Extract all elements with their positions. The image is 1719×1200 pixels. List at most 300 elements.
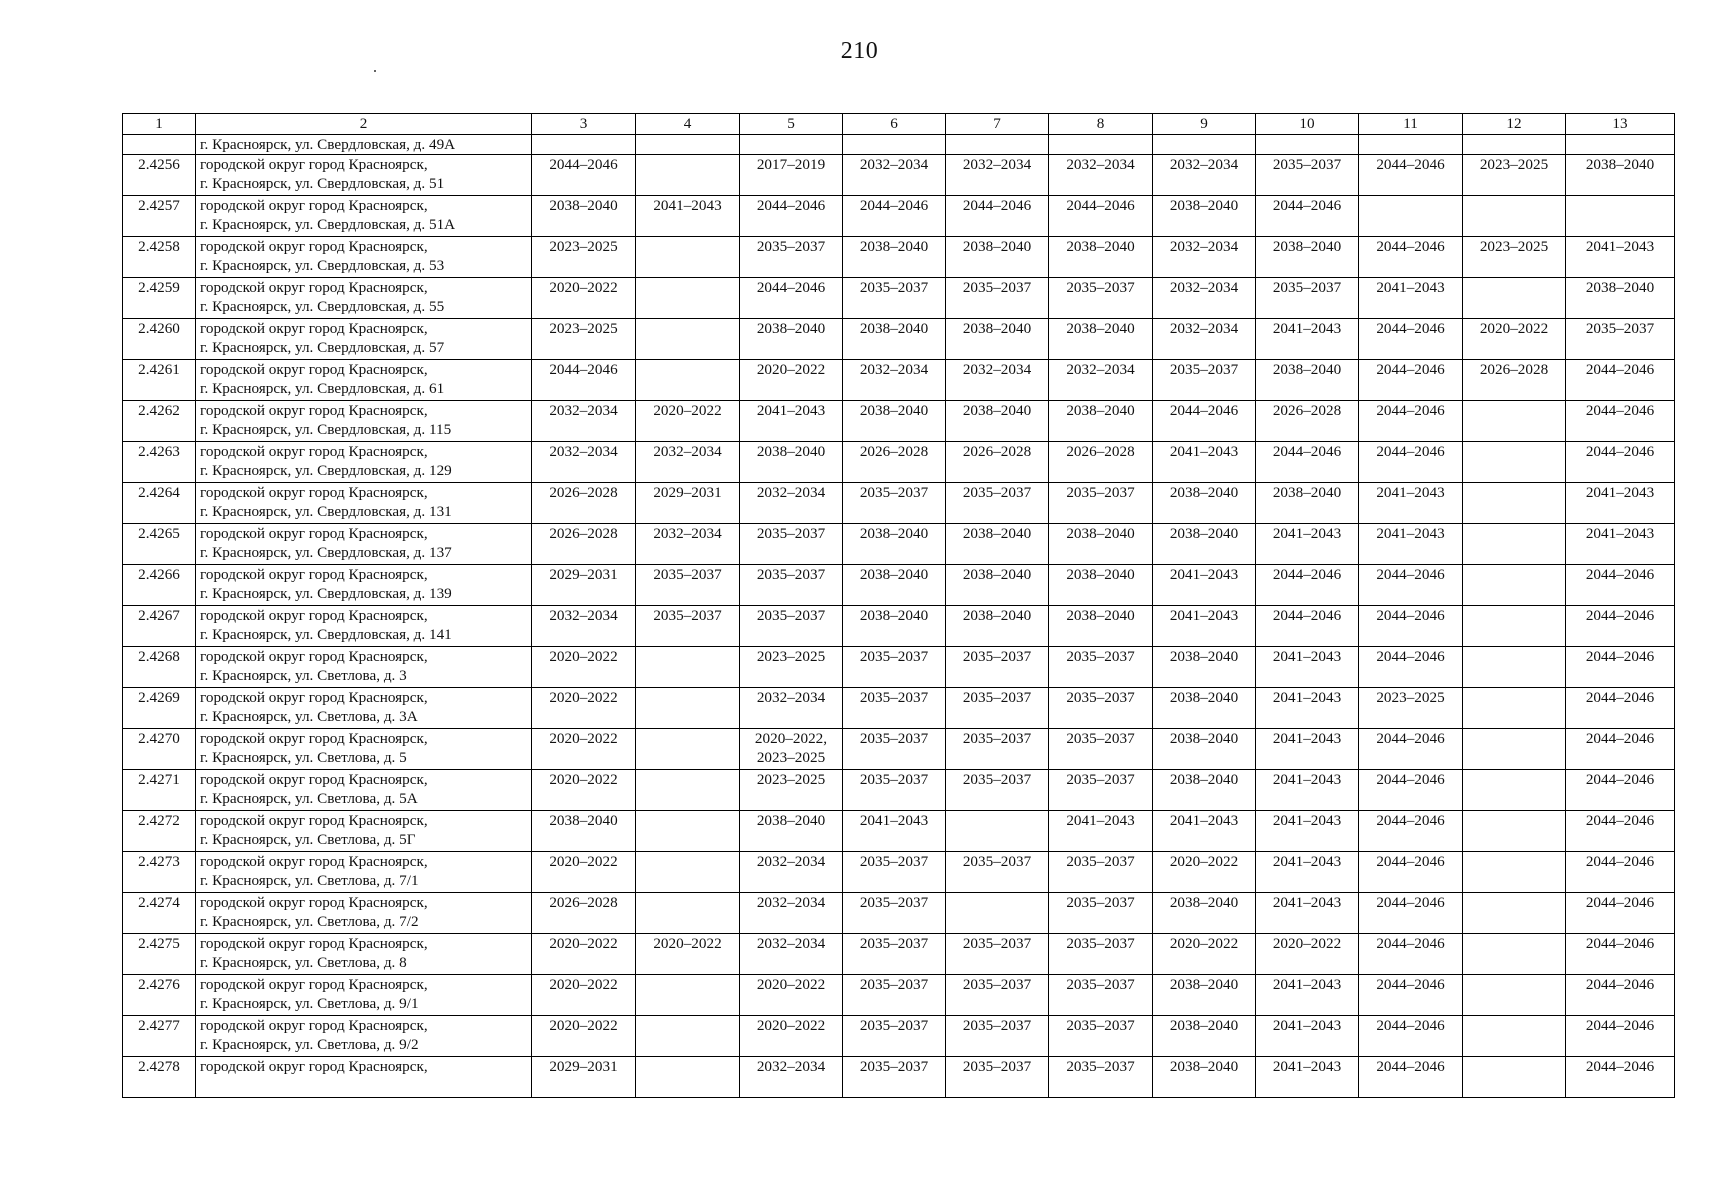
period-cell bbox=[1463, 647, 1566, 688]
period-value: 2044–2046 bbox=[1376, 771, 1445, 788]
column-header: 1 bbox=[123, 114, 196, 135]
address-line: городской округ город Красноярск, bbox=[200, 361, 428, 378]
period-cell bbox=[1566, 688, 1675, 729]
period-value: 2026–2028 bbox=[962, 443, 1032, 460]
period-value: 2044–2046 bbox=[1376, 443, 1445, 460]
period-value: 2044–2046 bbox=[1376, 607, 1445, 624]
period-value: 2026–2028 bbox=[1272, 402, 1342, 419]
address-cell bbox=[196, 196, 532, 237]
period-cell bbox=[1153, 319, 1256, 360]
period-cell bbox=[1359, 811, 1463, 852]
table-row bbox=[123, 237, 1675, 278]
address-line: г. Красноярск, ул. Свердловская, д. 53 bbox=[200, 257, 445, 274]
period-value: 2038–2040 bbox=[1272, 484, 1342, 501]
column-header: 13 bbox=[1566, 114, 1675, 135]
period-cell bbox=[636, 647, 740, 688]
period-value: 2038–2040 bbox=[1169, 689, 1239, 706]
period-cell bbox=[532, 360, 636, 401]
address-cell bbox=[196, 442, 532, 483]
period-cell bbox=[1049, 852, 1153, 893]
period-cell bbox=[1566, 1057, 1675, 1098]
period-cell bbox=[1256, 1016, 1359, 1057]
period-cell bbox=[740, 155, 843, 196]
address-line: городской округ город Красноярск, bbox=[200, 197, 428, 214]
address-line: г. Красноярск, ул. Свердловская, д. 51А bbox=[200, 216, 456, 233]
period-value: 2041–2043 bbox=[1272, 648, 1342, 665]
table-row bbox=[123, 852, 1675, 893]
period-value: 2035–2037 bbox=[1066, 1017, 1135, 1034]
period-value: 2035–2037 bbox=[1066, 689, 1135, 706]
period-cell bbox=[1153, 1016, 1256, 1057]
period-value: 2020–2022 bbox=[549, 935, 618, 952]
row-number-cell: 2.4266 bbox=[123, 565, 196, 606]
address-line: городской округ город Красноярск, bbox=[200, 1017, 428, 1034]
period-value: 2020–2022 bbox=[549, 730, 618, 747]
period-cell bbox=[1153, 1057, 1256, 1098]
period-cell bbox=[1463, 729, 1566, 770]
period-value: 2038–2040 bbox=[859, 566, 929, 583]
period-cell bbox=[740, 893, 843, 934]
period-value: 2044–2046 bbox=[1272, 566, 1342, 583]
period-cell bbox=[636, 1016, 740, 1057]
period-cell bbox=[1153, 483, 1256, 524]
row-number-cell: 2.4258 bbox=[123, 237, 196, 278]
period-cell bbox=[532, 565, 636, 606]
period-cell bbox=[946, 770, 1049, 811]
period-value: 2026–2028 bbox=[549, 484, 618, 501]
table-row bbox=[123, 401, 1675, 442]
period-value: 2044–2046 bbox=[1376, 1058, 1445, 1075]
period-value: 2023–2025 bbox=[1479, 238, 1549, 255]
row-number-cell: 2.4267 bbox=[123, 606, 196, 647]
period-value: 2044–2046 bbox=[756, 279, 826, 296]
period-cell bbox=[946, 729, 1049, 770]
period-value: 2023–2025 bbox=[1376, 689, 1445, 706]
address-line: г. Красноярск, ул. Свердловская, д. 61 bbox=[200, 380, 445, 397]
period-cell bbox=[1359, 401, 1463, 442]
period-value: 2038–2040 bbox=[1066, 238, 1135, 255]
period-value: 2044–2046 bbox=[1376, 853, 1445, 870]
period-cell bbox=[532, 729, 636, 770]
column-header: 10 bbox=[1256, 114, 1359, 135]
period-cell bbox=[1566, 811, 1675, 852]
address-line: г. Красноярск, ул. Свердловская, д. 129 bbox=[200, 462, 452, 479]
period-cell bbox=[1463, 565, 1566, 606]
period-cell bbox=[740, 811, 843, 852]
period-value: 2035–2037 bbox=[962, 935, 1032, 952]
period-cell bbox=[740, 196, 843, 237]
address-cell bbox=[196, 319, 532, 360]
period-cell bbox=[532, 975, 636, 1016]
period-value: 2029–2031 bbox=[549, 1058, 618, 1075]
period-value: 2026–2028 bbox=[859, 443, 929, 460]
period-cell bbox=[1256, 606, 1359, 647]
period-cell bbox=[1359, 565, 1463, 606]
period-value: 2038–2040 bbox=[962, 566, 1032, 583]
address-cell bbox=[196, 729, 532, 770]
address-line: городской округ город Красноярск, bbox=[200, 320, 428, 337]
period-value: 2035–2037 bbox=[859, 894, 929, 911]
period-cell bbox=[532, 811, 636, 852]
period-value: 2032–2034 bbox=[549, 607, 618, 624]
table-row bbox=[123, 442, 1675, 483]
period-cell bbox=[1256, 1057, 1359, 1098]
period-cell bbox=[1049, 647, 1153, 688]
period-value: 2035–2037 bbox=[1066, 976, 1135, 993]
table-row bbox=[123, 647, 1675, 688]
period-cell bbox=[1049, 278, 1153, 319]
period-value: 2038–2040 bbox=[1066, 525, 1135, 542]
column-header: 5 bbox=[740, 114, 843, 135]
period-value: 2023–2025 bbox=[756, 749, 826, 766]
period-cell bbox=[1256, 852, 1359, 893]
period-cell bbox=[532, 483, 636, 524]
period-cell bbox=[636, 1057, 740, 1098]
period-cell bbox=[1049, 483, 1153, 524]
period-cell bbox=[532, 278, 636, 319]
period-cell bbox=[1256, 975, 1359, 1016]
period-cell bbox=[1566, 237, 1675, 278]
table-row bbox=[123, 729, 1675, 770]
period-cell bbox=[1153, 975, 1256, 1016]
period-value: 2044–2046 bbox=[1376, 320, 1445, 337]
page-number: 210 bbox=[840, 38, 879, 64]
period-value: 2020–2022 bbox=[1169, 853, 1239, 870]
period-value: 2041–2043 bbox=[1272, 976, 1342, 993]
period-value: 2038–2040 bbox=[1066, 566, 1135, 583]
period-value: 2020–2022 bbox=[549, 689, 618, 706]
period-cell bbox=[1256, 934, 1359, 975]
period-value: 2038–2040 bbox=[549, 197, 618, 214]
period-cell bbox=[1153, 565, 1256, 606]
period-cell bbox=[532, 155, 636, 196]
period-value: 2032–2034 bbox=[756, 1058, 826, 1075]
period-cell bbox=[1153, 893, 1256, 934]
row-number-cell: 2.4270 bbox=[123, 729, 196, 770]
period-value: 2044–2046 bbox=[1376, 976, 1445, 993]
column-header: 7 bbox=[946, 114, 1049, 135]
address-line: городской округ город Красноярск, bbox=[200, 976, 428, 993]
period-cell bbox=[1359, 442, 1463, 483]
period-value: 2044–2046 bbox=[962, 197, 1032, 214]
period-cell bbox=[843, 196, 946, 237]
period-value: 2041–2043 bbox=[653, 197, 722, 214]
period-value: 2038–2040 bbox=[1169, 1058, 1239, 1075]
period-cell bbox=[1463, 278, 1566, 319]
period-cell bbox=[1256, 155, 1359, 196]
period-value: 2041–2043 bbox=[1272, 320, 1342, 337]
period-value: 2044–2046 bbox=[1272, 443, 1342, 460]
period-cell bbox=[740, 934, 843, 975]
period-value: 2020–2022 bbox=[756, 1017, 826, 1034]
address-cell bbox=[196, 401, 532, 442]
address-line: городской округ город Красноярск, bbox=[200, 402, 428, 419]
period-cell bbox=[843, 360, 946, 401]
period-cell bbox=[1566, 606, 1675, 647]
period-cell bbox=[1256, 135, 1359, 155]
period-value: 2029–2031 bbox=[549, 566, 618, 583]
period-value: 2044–2046 bbox=[1376, 730, 1445, 747]
period-cell bbox=[1049, 1016, 1153, 1057]
address-line: городской округ город Красноярск, bbox=[200, 648, 428, 665]
period-value: 2035–2037 bbox=[962, 648, 1032, 665]
period-value: 2038–2040 bbox=[962, 525, 1032, 542]
period-cell bbox=[1256, 524, 1359, 565]
period-value: 2035–2037 bbox=[859, 279, 929, 296]
address-cell bbox=[196, 135, 532, 155]
table-row bbox=[123, 893, 1675, 934]
period-value: 2035–2037 bbox=[859, 689, 929, 706]
period-value: 2035–2037 bbox=[962, 689, 1032, 706]
period-cell bbox=[532, 196, 636, 237]
address-line: городской округ город Красноярск, bbox=[200, 689, 428, 706]
column-header: 6 bbox=[843, 114, 946, 135]
period-value: 2020–2022 bbox=[549, 976, 618, 993]
period-cell bbox=[740, 770, 843, 811]
period-cell bbox=[1153, 237, 1256, 278]
period-value: 2044–2046 bbox=[1585, 976, 1655, 993]
period-cell bbox=[1463, 811, 1566, 852]
period-cell bbox=[946, 1016, 1049, 1057]
period-value: 2038–2040 bbox=[756, 443, 826, 460]
period-cell bbox=[1566, 975, 1675, 1016]
period-value: 2044–2046 bbox=[1585, 566, 1655, 583]
period-value: 2038–2040 bbox=[1066, 607, 1135, 624]
column-header: 8 bbox=[1049, 114, 1153, 135]
period-cell bbox=[1049, 934, 1153, 975]
period-value: 2041–2043 bbox=[1272, 812, 1342, 829]
period-cell bbox=[1359, 1057, 1463, 1098]
period-value: 2038–2040 bbox=[859, 525, 929, 542]
period-cell bbox=[946, 811, 1049, 852]
period-cell bbox=[1359, 155, 1463, 196]
period-value: 2038–2040 bbox=[962, 402, 1032, 419]
period-value: 2038–2040 bbox=[1066, 402, 1135, 419]
period-value: 2035–2037 bbox=[962, 976, 1032, 993]
address-line: г. Красноярск, ул. Свердловская, д. 139 bbox=[200, 585, 452, 602]
period-cell bbox=[1463, 237, 1566, 278]
period-cell bbox=[1463, 934, 1566, 975]
period-cell bbox=[532, 442, 636, 483]
period-value: 2044–2046 bbox=[1585, 607, 1655, 624]
period-value: 2020–2022 bbox=[549, 1017, 618, 1034]
period-cell bbox=[1566, 401, 1675, 442]
address-line: г. Красноярск, ул. Светлова, д. 7/1 bbox=[200, 872, 419, 889]
period-cell bbox=[1359, 729, 1463, 770]
period-cell bbox=[843, 565, 946, 606]
period-cell bbox=[636, 196, 740, 237]
period-value: 2041–2043 bbox=[1066, 812, 1135, 829]
period-value: 2044–2046 bbox=[1376, 361, 1445, 378]
period-value: 2032–2034 bbox=[962, 156, 1032, 173]
period-value: 2041–2043 bbox=[1272, 730, 1342, 747]
period-cell bbox=[1463, 606, 1566, 647]
period-cell bbox=[843, 934, 946, 975]
period-value: 2023–2025 bbox=[549, 238, 618, 255]
period-cell bbox=[636, 606, 740, 647]
period-value: 2041–2043 bbox=[1169, 566, 1239, 583]
period-value: 2020–2022 bbox=[1479, 320, 1549, 337]
period-value: 2035–2037 bbox=[962, 853, 1032, 870]
period-value: 2029–2031 bbox=[653, 484, 722, 501]
period-cell bbox=[1463, 1016, 1566, 1057]
period-value: 2035–2037 bbox=[1066, 730, 1135, 747]
period-value: 2044–2046 bbox=[1376, 238, 1445, 255]
row-number-cell: 2.4262 bbox=[123, 401, 196, 442]
period-value: 2035–2037 bbox=[653, 566, 722, 583]
period-value: 2041–2043 bbox=[1169, 443, 1239, 460]
period-cell bbox=[1566, 934, 1675, 975]
period-value: 2026–2028 bbox=[1066, 443, 1135, 460]
period-cell bbox=[1566, 155, 1675, 196]
period-value: 2038–2040 bbox=[1585, 156, 1655, 173]
address-line: городской округ город Красноярск, bbox=[200, 935, 428, 952]
period-value: 2044–2046 bbox=[549, 156, 618, 173]
period-value: 2038–2040 bbox=[1169, 648, 1239, 665]
period-cell bbox=[946, 278, 1049, 319]
address-cell bbox=[196, 811, 532, 852]
table-row bbox=[123, 360, 1675, 401]
period-cell bbox=[946, 565, 1049, 606]
period-cell bbox=[1566, 319, 1675, 360]
period-cell bbox=[1566, 196, 1675, 237]
period-cell bbox=[946, 975, 1049, 1016]
period-value: 2023–2025 bbox=[1479, 156, 1549, 173]
period-cell bbox=[946, 483, 1049, 524]
period-cell bbox=[843, 606, 946, 647]
address-line: городской округ город Красноярск, bbox=[200, 607, 428, 624]
period-cell bbox=[636, 483, 740, 524]
period-cell bbox=[1256, 688, 1359, 729]
period-value: 2044–2046 bbox=[549, 361, 618, 378]
period-cell bbox=[1153, 135, 1256, 155]
period-cell bbox=[1359, 278, 1463, 319]
table-row bbox=[123, 524, 1675, 565]
period-cell bbox=[946, 135, 1049, 155]
period-value: 2038–2040 bbox=[962, 607, 1032, 624]
period-value: 2041–2043 bbox=[1272, 771, 1342, 788]
period-cell bbox=[636, 442, 740, 483]
period-value: 2035–2037 bbox=[859, 935, 929, 952]
period-cell bbox=[946, 934, 1049, 975]
period-cell bbox=[1049, 975, 1153, 1016]
address-cell bbox=[196, 565, 532, 606]
period-value: 2020–2022 bbox=[756, 361, 826, 378]
period-cell bbox=[946, 524, 1049, 565]
period-value: 2035–2037 bbox=[962, 279, 1032, 296]
period-cell bbox=[1256, 401, 1359, 442]
period-cell bbox=[1049, 729, 1153, 770]
row-number-cell: 2.4272 bbox=[123, 811, 196, 852]
table-body bbox=[123, 135, 1675, 1098]
period-cell bbox=[636, 155, 740, 196]
period-cell bbox=[740, 237, 843, 278]
period-cell bbox=[532, 1016, 636, 1057]
period-cell bbox=[1566, 135, 1675, 155]
period-cell bbox=[1359, 196, 1463, 237]
period-cell bbox=[1153, 401, 1256, 442]
period-value: 2032–2034 bbox=[962, 361, 1032, 378]
period-cell bbox=[1359, 524, 1463, 565]
period-cell bbox=[636, 811, 740, 852]
table-row bbox=[123, 688, 1675, 729]
period-cell bbox=[1463, 524, 1566, 565]
period-cell bbox=[740, 565, 843, 606]
period-cell bbox=[740, 606, 843, 647]
period-value: 2044–2046 bbox=[1066, 197, 1135, 214]
period-cell bbox=[532, 770, 636, 811]
period-cell bbox=[843, 729, 946, 770]
period-cell bbox=[1049, 319, 1153, 360]
period-cell bbox=[1153, 934, 1256, 975]
period-cell bbox=[1359, 893, 1463, 934]
address-line: г. Красноярск, ул. Светлова, д. 9/2 bbox=[200, 1036, 419, 1053]
period-cell bbox=[740, 524, 843, 565]
period-cell bbox=[1463, 688, 1566, 729]
period-value: 2020–2022 bbox=[549, 648, 618, 665]
period-value: 2032–2034 bbox=[549, 402, 618, 419]
scan-speck bbox=[374, 70, 376, 72]
period-cell bbox=[1153, 278, 1256, 319]
period-cell bbox=[1359, 688, 1463, 729]
period-value: 2038–2040 bbox=[1169, 894, 1239, 911]
address-cell bbox=[196, 852, 532, 893]
address-cell bbox=[196, 237, 532, 278]
address-cell bbox=[196, 934, 532, 975]
address-line: г. Красноярск, ул. Свердловская, д. 137 bbox=[200, 544, 452, 561]
period-cell bbox=[1153, 770, 1256, 811]
period-cell bbox=[1256, 770, 1359, 811]
period-cell bbox=[1359, 770, 1463, 811]
period-cell bbox=[1256, 811, 1359, 852]
period-value: 2032–2034 bbox=[1169, 320, 1239, 337]
period-cell bbox=[1256, 442, 1359, 483]
row-number-cell bbox=[123, 135, 196, 155]
period-cell bbox=[1049, 237, 1153, 278]
period-cell bbox=[1566, 360, 1675, 401]
period-cell bbox=[843, 852, 946, 893]
period-value: 2020–2022 bbox=[549, 853, 618, 870]
column-header: 12 bbox=[1463, 114, 1566, 135]
table-row bbox=[123, 483, 1675, 524]
period-value: 2035–2037 bbox=[962, 730, 1032, 747]
address-line: городской округ город Красноярск, bbox=[200, 525, 428, 542]
period-cell bbox=[1049, 688, 1153, 729]
period-cell bbox=[843, 975, 946, 1016]
period-cell bbox=[636, 729, 740, 770]
period-value: 2026–2028 bbox=[549, 525, 618, 542]
period-value: 2041–2043 bbox=[1376, 279, 1445, 296]
period-cell bbox=[1256, 483, 1359, 524]
period-value: 2038–2040 bbox=[1169, 976, 1239, 993]
period-cell bbox=[843, 278, 946, 319]
period-cell bbox=[843, 647, 946, 688]
period-value: 2032–2034 bbox=[1066, 156, 1135, 173]
period-cell bbox=[1463, 135, 1566, 155]
period-value: 2041–2043 bbox=[1169, 607, 1239, 624]
address-line: г. Красноярск, ул. Свердловская, д. 51 bbox=[200, 175, 445, 192]
period-value: 2035–2037 bbox=[859, 484, 929, 501]
period-value: 2044–2046 bbox=[1376, 894, 1445, 911]
column-header: 3 bbox=[532, 114, 636, 135]
period-cell bbox=[1463, 442, 1566, 483]
period-cell bbox=[532, 852, 636, 893]
address-line: городской округ город Красноярск, bbox=[200, 566, 428, 583]
period-cell bbox=[1463, 155, 1566, 196]
period-cell bbox=[1049, 135, 1153, 155]
period-value: 2032–2034 bbox=[859, 361, 929, 378]
period-cell bbox=[946, 196, 1049, 237]
